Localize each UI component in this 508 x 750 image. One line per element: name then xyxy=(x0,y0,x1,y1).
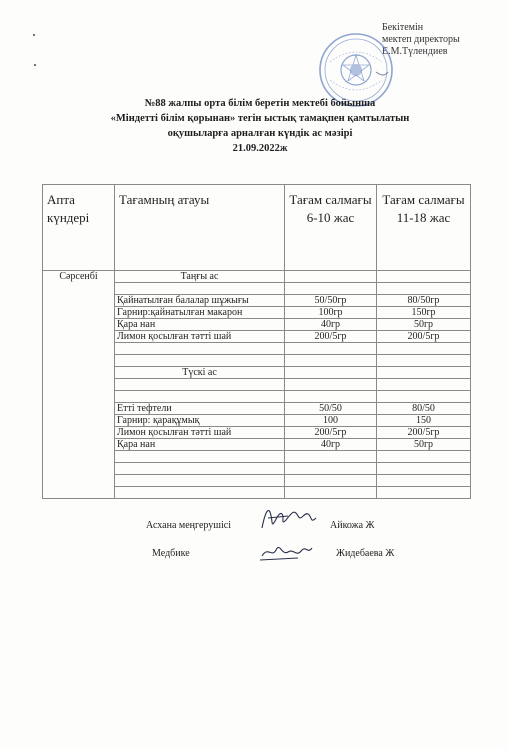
menu-table xyxy=(42,184,471,499)
approval-heading: Бекітемін xyxy=(382,22,424,33)
dish-name: Етті тефтели xyxy=(115,403,285,415)
scan-speck xyxy=(34,64,36,66)
dish-name: Қайнатылған балалар шұжығы xyxy=(115,295,285,307)
weight-6-10: 50/50 xyxy=(285,403,377,415)
weight-6-10: 40гр xyxy=(285,439,377,451)
weight-11-18: 150гр xyxy=(377,307,471,319)
weight-6-10: 100 xyxy=(285,415,377,427)
weight-11-18: 200/5гр xyxy=(377,427,471,439)
weight-6-10: 50/50гр xyxy=(285,295,377,307)
approval-position: мектеп директоры xyxy=(382,34,460,45)
weight-11-18: 200/5гр xyxy=(377,331,471,343)
weight-11-18: 50гр xyxy=(377,319,471,331)
weight-11-18: 50гр xyxy=(377,439,471,451)
table-header-row xyxy=(43,185,471,271)
meal-label-breakfast: Таңғы ас xyxy=(115,271,285,283)
weight-6-10: 200/5гр xyxy=(285,427,377,439)
title-line-school: №88 жалпы орта білім беретін мектебі бойынша xyxy=(144,98,376,109)
dish-name: Қара нан xyxy=(115,439,285,451)
day-cell: Сәрсенбі xyxy=(43,271,115,499)
chef-name: Айкожа Ж xyxy=(330,520,375,531)
approval-name: Е.М.Түлендиев xyxy=(382,46,448,57)
header-dish: Тағамның атауы xyxy=(115,185,285,271)
header-day: Апта күндері xyxy=(43,185,115,271)
title-line-date: 21.09.2022ж xyxy=(232,143,288,154)
weight-11-18: 150 xyxy=(377,415,471,427)
title-line-menu: оқушыларға арналған күндік ас мәзірі xyxy=(167,128,353,139)
weight-11-18: 80/50гр xyxy=(377,295,471,307)
weight-6-10: 40гр xyxy=(285,319,377,331)
header-weight-11-18: Тағам салмағы 11-18 жас xyxy=(377,185,471,271)
chef-title: Асхана меңгерушісі xyxy=(146,520,231,531)
header-weight-6-10: Тағам салмағы 6-10 жас xyxy=(285,185,377,271)
scan-speck xyxy=(33,34,35,36)
table-row xyxy=(43,271,471,283)
chef-signature-icon xyxy=(258,500,318,536)
dish-name: Қара нан xyxy=(115,319,285,331)
meal-label-lunch: Түскі ас xyxy=(115,367,285,379)
nurse-signature-icon xyxy=(258,536,314,566)
dish-name: Гарнир:қайнатылған макарон xyxy=(115,307,285,319)
dish-name: Гарнир: қарақұмық xyxy=(115,415,285,427)
dish-name: Лимон қосылған тәтті шай xyxy=(115,331,285,343)
weight-6-10: 100гр xyxy=(285,307,377,319)
document-title xyxy=(60,96,460,156)
title-line-fund: «Міндетті білім қорынан» тегін ыстық тамақпен қамтылатын xyxy=(110,113,410,124)
dish-name: Лимон қосылған тәтті шай xyxy=(115,427,285,439)
nurse-name: Жидебаева Ж xyxy=(336,548,395,559)
nurse-title: Медбике xyxy=(152,548,190,559)
weight-6-10: 200/5гр xyxy=(285,331,377,343)
weight-11-18: 80/50 xyxy=(377,403,471,415)
